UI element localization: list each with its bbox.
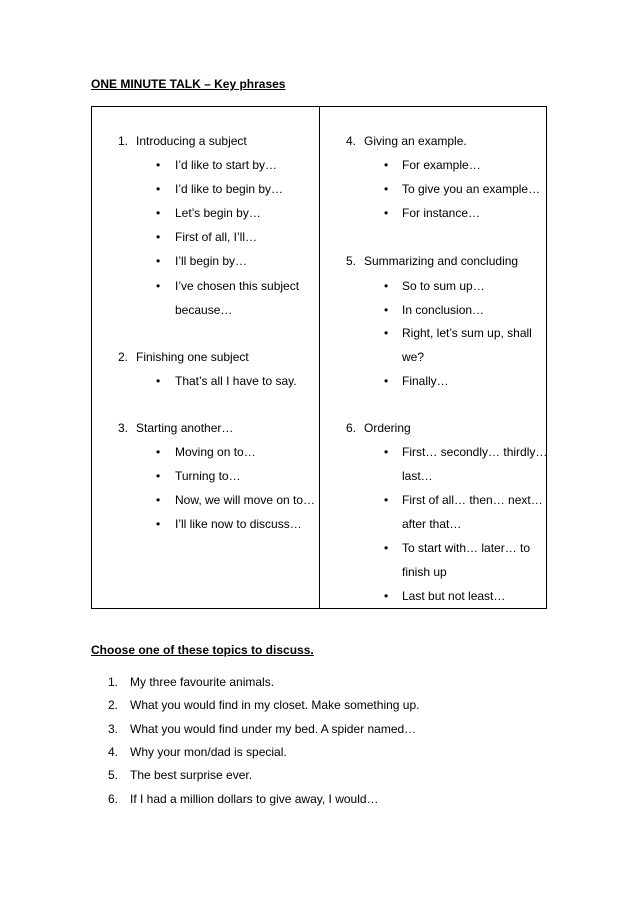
topic-number: 1.	[108, 675, 119, 689]
bullet-icon: •	[384, 541, 389, 555]
list-item: • Moving on to…	[156, 445, 256, 459]
section-title: Giving an example.	[364, 134, 467, 148]
bullet-icon: •	[156, 469, 161, 483]
section-title: Ordering	[364, 421, 411, 435]
section-heading	[320, 253, 548, 269]
bullet-icon: •	[384, 158, 389, 172]
topic-number: 3.	[108, 722, 119, 736]
list-item-continuation: after that…	[402, 517, 462, 531]
list-item: • For example…	[384, 158, 481, 172]
section-number: 5.	[346, 254, 357, 268]
bullet-icon: •	[156, 254, 161, 268]
section-number: 4.	[346, 134, 357, 148]
section-number: 3.	[118, 421, 129, 435]
list-item: • Finally…	[384, 374, 449, 388]
list-item: • I’d like to start by…	[156, 158, 278, 172]
bullet-icon: •	[384, 326, 389, 340]
bullet-icon: •	[384, 589, 389, 603]
list-item: • I’ll like now to discuss…	[156, 517, 302, 531]
list-item: • I’d like to begin by…	[156, 182, 284, 196]
list-item: • Now, we will move on to…	[156, 493, 316, 507]
bullet-icon: •	[156, 230, 161, 244]
list-item: • So to sum up…	[384, 279, 485, 293]
bullet-icon: •	[156, 517, 161, 531]
section-heading	[92, 349, 319, 365]
list-item: • First of all… then… next…	[384, 493, 543, 507]
list-item: • I’ve chosen this subject	[156, 279, 300, 293]
section-title: Summarizing and concluding	[364, 254, 519, 268]
section-title: Finishing one subject	[136, 350, 249, 364]
list-item-continuation: last…	[402, 469, 433, 483]
bullet-icon: •	[384, 182, 389, 196]
section-number: 1.	[118, 134, 129, 148]
list-item: • Let’s begin by…	[156, 206, 261, 220]
list-item: • Last but not least…	[384, 589, 506, 603]
list-item: • To give you an example…	[384, 182, 541, 196]
bullet-icon: •	[156, 374, 161, 388]
section-heading	[92, 420, 319, 436]
section-number: 6.	[346, 421, 357, 435]
topic-item	[0, 697, 638, 713]
bullet-icon: •	[156, 206, 161, 220]
bullet-icon: •	[384, 493, 389, 507]
topic-item	[0, 744, 638, 760]
section-number: 2.	[118, 350, 129, 364]
bullet-icon: •	[384, 303, 389, 317]
topic-number: 2.	[108, 698, 119, 712]
bullet-icon: •	[156, 158, 161, 172]
bullet-icon: •	[384, 279, 389, 293]
topic-text: What you would find in my closet. Make something up.	[130, 698, 420, 712]
section-title: Starting another…	[136, 421, 234, 435]
list-item: • For instance…	[384, 206, 481, 220]
topic-text: My three favourite animals.	[130, 675, 275, 689]
bullet-icon: •	[156, 493, 161, 507]
bullet-icon: •	[384, 445, 389, 459]
list-item: • In conclusion…	[384, 303, 485, 317]
list-item: • Right, let’s sum up, shall	[384, 326, 532, 340]
topic-number: 5.	[108, 768, 119, 782]
list-item: • First of all, I’ll…	[156, 230, 258, 244]
topic-text: The best surprise ever.	[130, 768, 253, 782]
section-heading	[320, 133, 548, 149]
topic-text: Why your mon/dad is special.	[130, 745, 287, 759]
topic-item	[0, 767, 638, 783]
topic-item	[0, 721, 638, 737]
list-item-continuation: because…	[175, 303, 233, 317]
bullet-icon: •	[156, 279, 161, 293]
list-item-continuation: we?	[402, 350, 425, 364]
topics-heading: Choose one of these topics to discuss.	[91, 643, 314, 657]
page-title: ONE MINUTE TALK – Key phrases	[91, 77, 286, 91]
list-item: • To start with… later… to	[384, 541, 531, 555]
bullet-icon: •	[156, 182, 161, 196]
section-title: Introducing a subject	[136, 134, 247, 148]
list-item: • First… secondly… thirdly…	[384, 445, 548, 459]
topic-item	[0, 791, 638, 807]
list-item: • That’s all I have to say.	[156, 374, 297, 388]
topic-text: If I had a million dollars to give away, I would…	[130, 792, 379, 806]
bullet-icon: •	[156, 445, 161, 459]
topic-number: 6.	[108, 792, 119, 806]
topic-item	[0, 674, 638, 690]
key-phrases-table	[91, 106, 547, 609]
topic-number: 4.	[108, 745, 119, 759]
section-heading	[92, 133, 319, 149]
bullet-icon: •	[384, 374, 389, 388]
section-heading	[320, 420, 548, 436]
list-item-continuation: finish up	[402, 565, 447, 579]
bullet-icon: •	[384, 206, 389, 220]
topic-text: What you would find under my bed. A spider named…	[130, 722, 417, 736]
list-item: • I’ll begin by…	[156, 254, 248, 268]
list-item: • Turning to…	[156, 469, 241, 483]
